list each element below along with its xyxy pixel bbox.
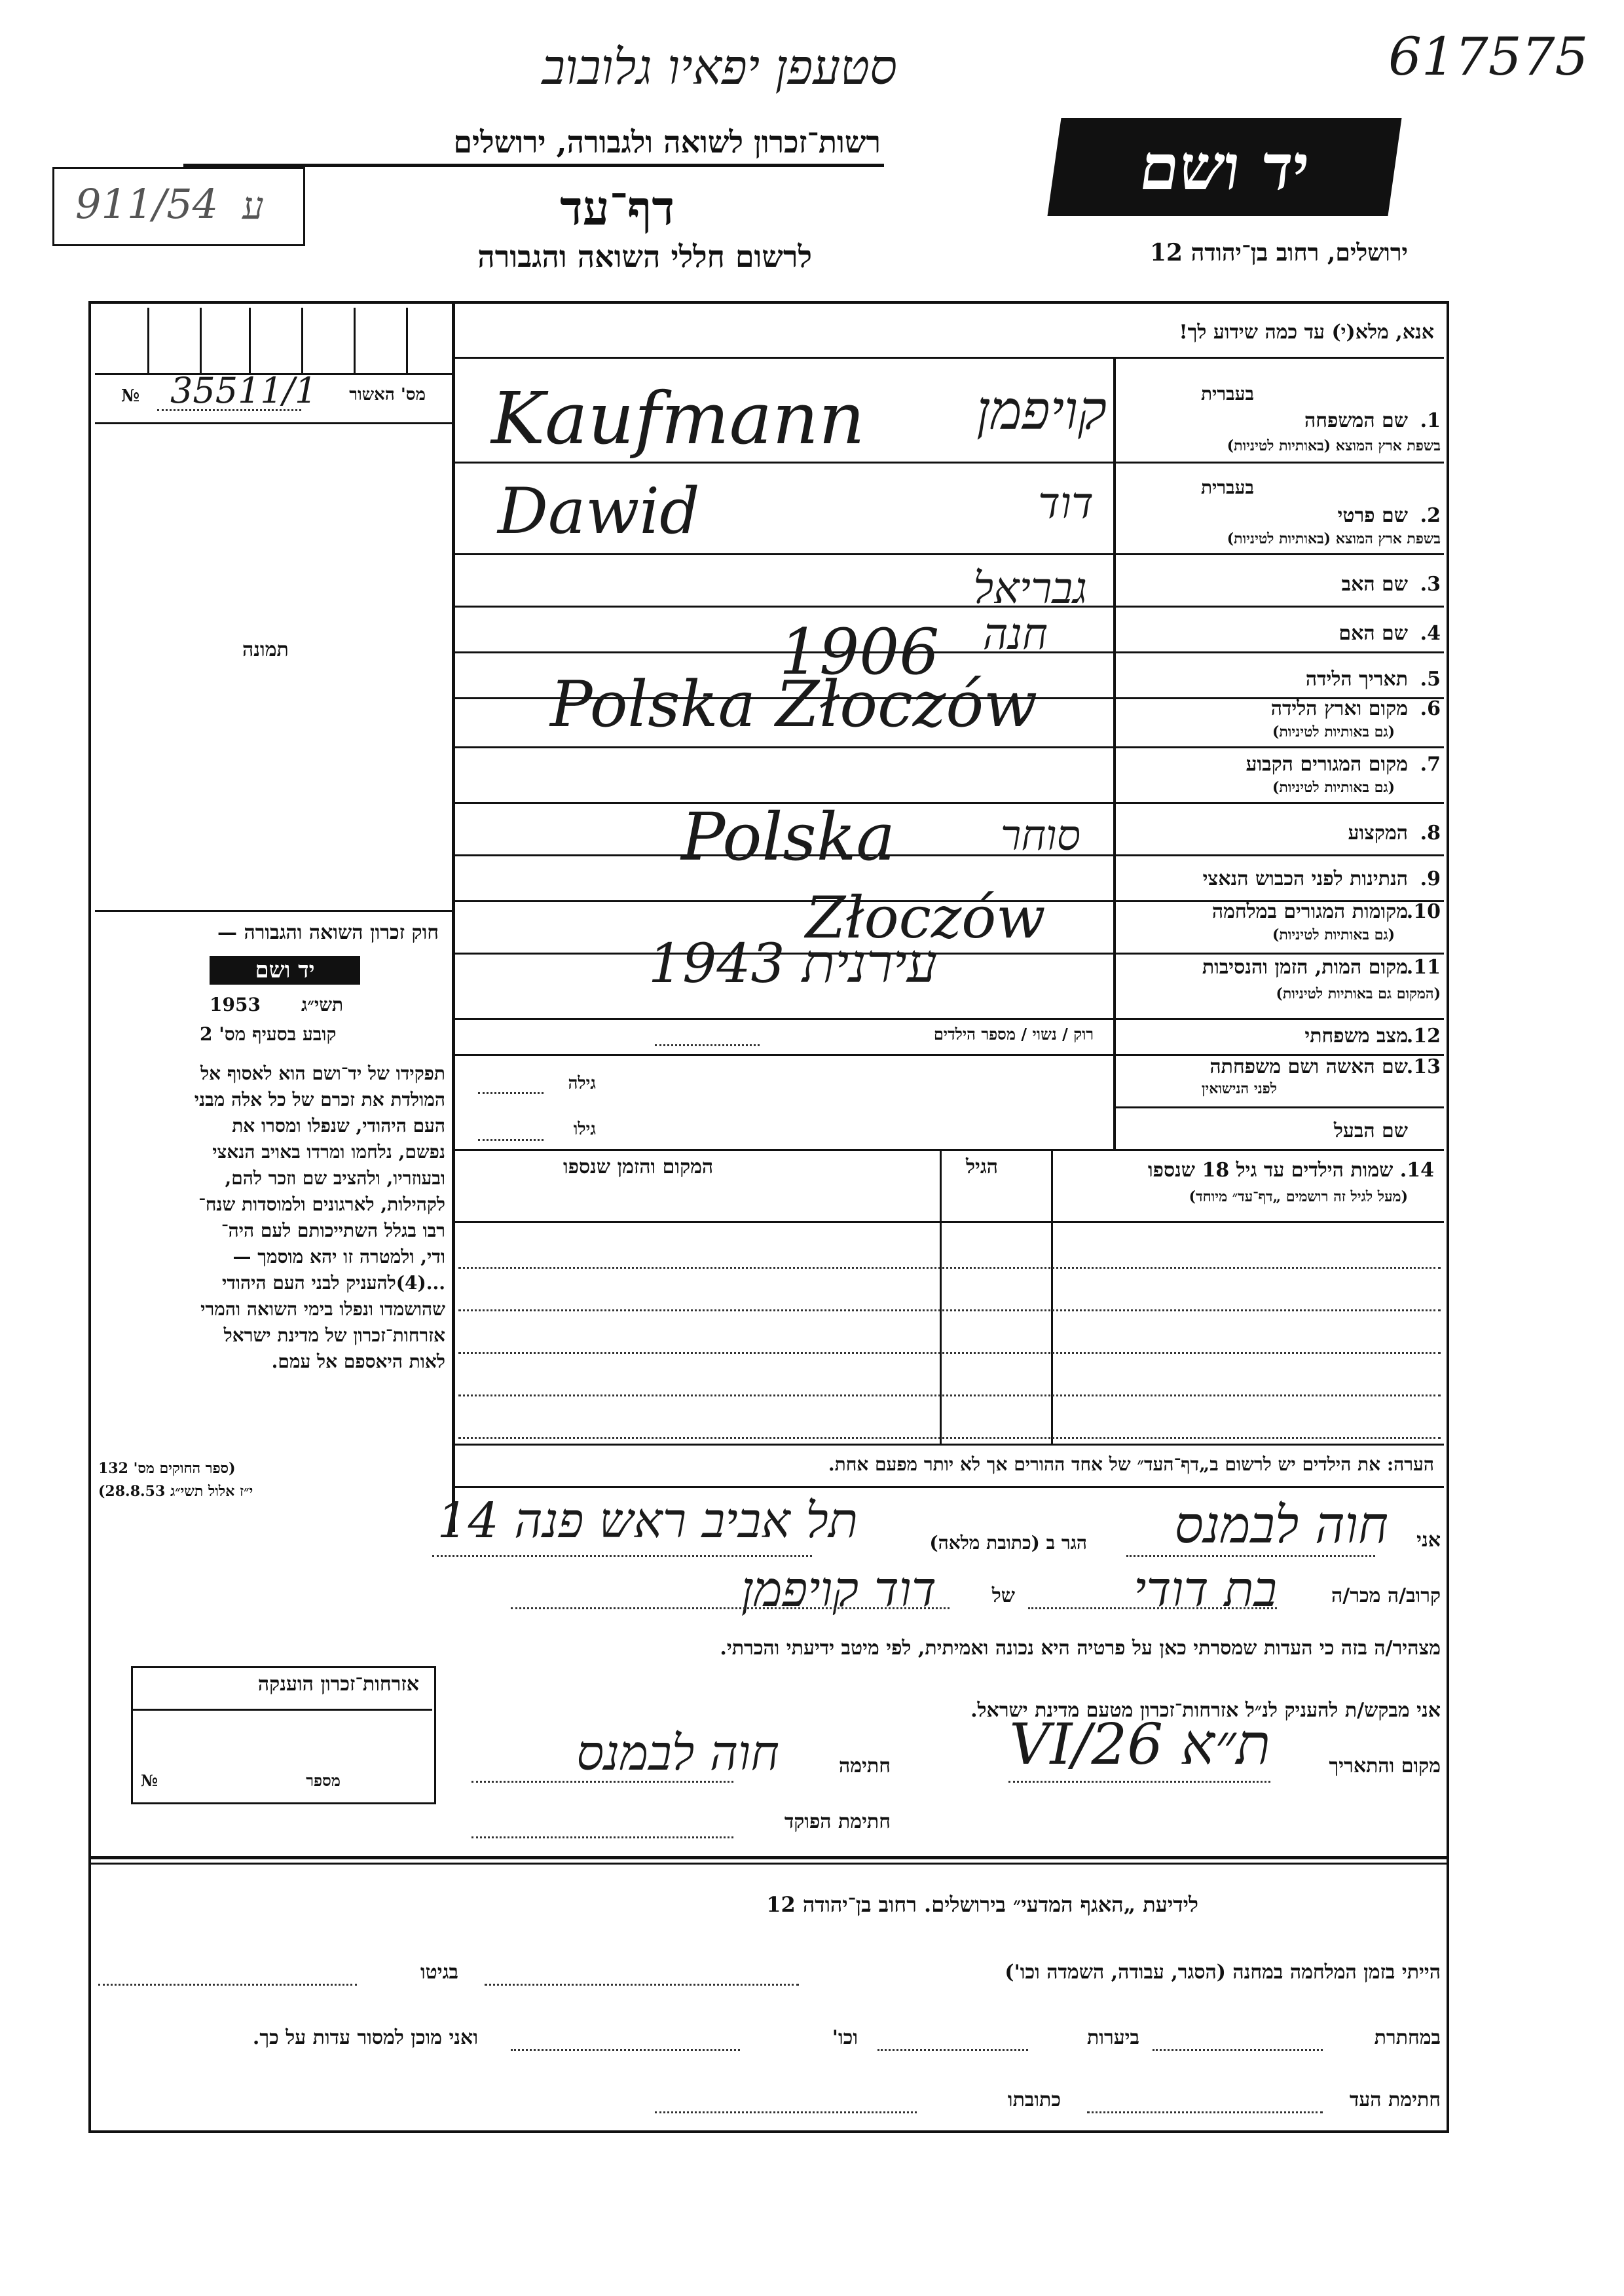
field-12-label: מצב משפחתי — [1304, 1025, 1408, 1048]
bottom-line2-c: וכו' — [832, 2026, 858, 2049]
row-line — [455, 854, 1444, 856]
bottom-line2-b: ביערות — [1086, 2026, 1139, 2049]
children-col-2 — [940, 1149, 942, 1444]
citizenship-box-no-mark: № — [141, 1771, 158, 1790]
marital-options: רוק / נשוי / מספר הילדים — [933, 1025, 1094, 1044]
field-5-label: תאריך הלידה — [1305, 668, 1408, 691]
hw-relation-of: דוד קויפמן — [741, 1561, 936, 1618]
field-10-num: 10. — [1406, 900, 1441, 923]
field-5-num: 5. — [1420, 668, 1441, 691]
marital-dotline — [655, 1044, 760, 1046]
decl-lives-at: הגר ב (כתובת מלאה) — [929, 1532, 1087, 1554]
hw-witness-address: תל אביב ראש פנה 14 — [437, 1493, 858, 1549]
tick — [249, 308, 251, 373]
hw-wartime-place: Złoczów — [805, 884, 1046, 951]
stamp-number: 911/54 — [75, 180, 219, 228]
bottom-divider-2 — [88, 1863, 1447, 1865]
children-row — [458, 1437, 1441, 1439]
bottom-line2-dot3 — [511, 2049, 740, 2051]
tick — [301, 308, 303, 373]
handwritten-names: סטעפן יפאיו גלובוב — [542, 39, 897, 96]
field-8-num: 8. — [1420, 822, 1441, 845]
hw-witness-name: חוה לבמנס — [1174, 1496, 1388, 1555]
bottom-line3-dot1 — [1087, 2111, 1323, 2113]
place-date-label: מקום והתאריך — [1329, 1755, 1441, 1777]
field-3-label: שם האב — [1341, 573, 1408, 596]
field-1-num: 1. — [1420, 409, 1441, 432]
field-9-num: 9. — [1420, 867, 1441, 890]
bottom-line1-b: בגיטו — [420, 1961, 458, 1984]
signature-label: חתימה — [839, 1755, 891, 1777]
corner-number: 617575 — [1388, 26, 1589, 87]
field-6-label: מקום וארץ הלידה — [1270, 697, 1408, 720]
hw-relation: בת דודי — [1133, 1561, 1277, 1618]
official-signature-label: חתימת הפוקד — [784, 1810, 891, 1833]
children-row — [458, 1309, 1441, 1311]
hw-place-date: ת״א 26/VI — [1009, 1712, 1270, 1777]
place-date-line — [1008, 1781, 1270, 1783]
signature-line — [471, 1781, 733, 1783]
tick — [147, 308, 149, 373]
row-line — [455, 953, 1444, 955]
field-13-note: לפני הנישואין — [1201, 1080, 1277, 1097]
hw-surname-hebrew: קויפמן — [976, 380, 1107, 442]
hw-nationality: Polska — [681, 799, 895, 875]
decl-name-line — [1126, 1555, 1375, 1557]
address: ירושלים, רחוב בן־יהודה 12 — [1149, 239, 1408, 266]
citizenship-box-divider — [133, 1709, 432, 1711]
field-6-note: (גם באותיות לטיניות) — [1272, 723, 1395, 740]
field-13-num: 13. — [1406, 1055, 1441, 1078]
field-2-note: בשפת ארץ המוצא (באותיות לטיניות) — [1227, 530, 1441, 547]
yad-vashem-logo: יד ושם — [1047, 118, 1401, 216]
form-title: דף־עד — [560, 180, 674, 236]
law-logo: יד ושם — [210, 956, 360, 985]
field-11-label: מקום המות, הזמן והנסיבות — [1202, 956, 1408, 979]
photo-label: תמונה — [242, 638, 289, 661]
children-label: 14. שמות הילדים עד גיל 18 שנספו — [1147, 1159, 1434, 1182]
field-9-label: הנתינות לפני הכבוש הנאצי — [1202, 867, 1408, 890]
bottom-line1-a: הייתי בזמן המלחמה במחנה (הסגר, עבודה, השמדה וכו') — [1005, 1961, 1441, 1984]
bottom-line3-a: חתימת העד — [1349, 2088, 1441, 2111]
law-year-hebrew: תשי״ג — [301, 994, 344, 1015]
law-body: תפקידו של יד־ושם הוא לאסוף אל המולדת את זכרם של כל אלה מבני העם היהודי, שנפלו ומסרו את נפשם, נלחמו ומרדו באויב הנאצי ובעוזריו, ולהציב שם וזכר להם, לקהילות, לארגונים ולמוסדות שנח־ רבו בגלל השתייכותם לעם היה־ ודי, ולמטרה זו יהא מוסמך — ...(4)להעניק לבני העם היהודי שהושמדו ונפלו בימי השואה והמרי אזרחות־זכרון של מדינת ישראל לאות היאספם אל עמם. — [194, 1063, 445, 1372]
bottom-line3-b: כתובתו — [1007, 2088, 1061, 2111]
bottom-line1-dot1 — [485, 1984, 799, 1986]
bottom-line3-dot2 — [655, 2111, 917, 2113]
remark-bottom — [455, 1486, 1444, 1488]
children-row — [458, 1352, 1441, 1354]
bottom-line2-a: במחתרת — [1374, 2026, 1441, 2049]
instruction-line — [455, 357, 1444, 359]
approval-no-mark: № — [121, 386, 140, 406]
remark: הערה: את הילדים יש לרשום ב„דף־העד״ של אחד ההורים אך לא יותר מפעם אחת. — [828, 1453, 1434, 1475]
field-10-note: (גם באותיות לטיניות) — [1272, 926, 1395, 943]
official-signature-line — [471, 1836, 733, 1838]
tick — [406, 308, 408, 373]
bottom-line2-dot1 — [1153, 2049, 1323, 2051]
row-line — [455, 746, 1444, 748]
bottom-line2-d: ואני מוכן למסור עדות על כך. — [252, 2026, 478, 2049]
hw-mother: חנה — [982, 609, 1048, 659]
field-8-label: המקצוע — [1348, 822, 1408, 845]
stamp-letter: ע — [242, 183, 264, 228]
bottom-line1-dot2 — [98, 1984, 357, 1986]
decl-statement: מצהיר/ה בזה כי העדות שמסרתי כאן על פרטיה היא נכונה ואמיתית, לפי מיטב ידיעתי והכרתי. — [720, 1637, 1441, 1660]
law-ref-1: (ספר החוקים מס' 132 — [98, 1460, 236, 1477]
children-row — [458, 1267, 1441, 1269]
field-2-num: 2. — [1420, 504, 1441, 527]
field-7-label: מקום המגורים הקבוע — [1246, 753, 1408, 776]
husband-divider — [1113, 1106, 1444, 1108]
field-4-num: 4. — [1420, 622, 1441, 645]
row-line — [455, 462, 1444, 464]
children-row — [458, 1394, 1441, 1396]
approval-label: מס' האשור — [349, 385, 426, 405]
field-13-label: שם האשה ושם משפחתה — [1209, 1055, 1408, 1078]
row-line — [455, 1018, 1444, 1020]
decl-address-line — [432, 1555, 812, 1557]
decl-relation-of-line — [511, 1607, 950, 1609]
field-6-num: 6. — [1420, 697, 1441, 720]
row-line — [455, 802, 1444, 804]
field-2-label: שם פרטי — [1337, 504, 1408, 527]
hw-birth-place: Polska Złoczów — [550, 668, 1038, 741]
hw-birth-year: 1906 — [779, 615, 940, 689]
field-12-num: 12. — [1406, 1025, 1441, 1048]
hw-signature: חוה לבמנס — [576, 1725, 779, 1781]
children-bottom — [455, 1444, 1444, 1446]
approval-dotline — [157, 409, 301, 411]
law-section: קובע בסעיף מס' 2 — [200, 1023, 337, 1045]
hw-profession: סוחר — [1000, 812, 1080, 860]
husband-age-dotline — [478, 1139, 544, 1141]
row-line — [455, 651, 1444, 653]
citizenship-box-title: אזרחות־זכרון הוענקה — [257, 1673, 419, 1696]
law-title: חוק זכרון השואה והגבורה — — [217, 921, 439, 944]
children-age-col: הגיל — [966, 1156, 999, 1178]
wife-age-dotline — [478, 1092, 544, 1094]
age-label-husband: גילו — [573, 1120, 596, 1139]
hw-surname-latin: Kaufmann — [491, 376, 865, 460]
row-line — [455, 553, 1444, 555]
hw-first-latin: Dawid — [498, 475, 700, 548]
approval-value: 35511/1 — [170, 370, 318, 411]
decl-relation-label: קרוב/ה מכר/ה — [1331, 1584, 1441, 1607]
field-7-num: 7. — [1420, 753, 1441, 776]
label-column-divider — [1113, 357, 1116, 1149]
org-name: רשות־זכרון לשואה ולגבורה, ירושלים — [453, 124, 881, 160]
field-7-note: (גם באותיות לטיניות) — [1272, 779, 1395, 796]
in-hebrew-2: בעברית — [1200, 477, 1254, 498]
hw-first-hebrew: דוד — [1037, 478, 1094, 528]
left-panel-divider — [452, 301, 455, 1532]
tick — [200, 308, 202, 373]
decl-relation-line — [1028, 1607, 1277, 1609]
row-line — [455, 606, 1444, 608]
tick — [354, 308, 356, 373]
children-col-1 — [1051, 1149, 1053, 1444]
bottom-line2-dot2 — [877, 2049, 1028, 2051]
children-note: (מעל לגיל זה רושמים „דף־עד״ מיוחד) — [1189, 1188, 1408, 1205]
field-3-num: 3. — [1420, 573, 1441, 596]
field-10-label: מקומות המגורים במלחמה — [1211, 900, 1408, 923]
decl-i: אני — [1416, 1529, 1441, 1552]
row-line — [455, 1149, 1444, 1151]
hw-death: 1943 עירנית — [648, 933, 938, 995]
field-11-note: (המקום גם באותיות לטיניות) — [1276, 985, 1441, 1002]
citizenship-box-number: מספר — [306, 1771, 341, 1790]
hw-father: גבריאל — [973, 563, 1087, 613]
form-subtitle: לרשום חללי השואה והגבורה — [477, 239, 812, 274]
bottom-divider — [88, 1856, 1447, 1859]
law-ref-2: י״ז אלול תשי״ג 28.8.53) — [98, 1483, 253, 1500]
field-11-num: 11. — [1406, 956, 1441, 979]
age-label-wife: גילה — [568, 1074, 596, 1093]
children-place-col: המקום והזמן שנספו — [563, 1156, 714, 1178]
decl-of-label: של — [991, 1584, 1015, 1607]
photo-box-bottom — [95, 910, 452, 912]
children-head-line — [455, 1221, 1444, 1223]
field-4-label: שם האם — [1338, 622, 1408, 645]
field-1-note: בשפת ארץ המוצא (באותיות לטיניות) — [1227, 437, 1441, 454]
approval-box-bottom — [95, 422, 452, 424]
husband-label: שם הבעל — [1333, 1120, 1408, 1142]
bottom-title: לידיעת „האגף המדעי״ בירושלים. רחוב בן־יהודה 12 — [766, 1892, 1198, 1917]
in-hebrew-1: בעברית — [1200, 383, 1254, 405]
decl-request: אני מבקש/ת להעניק לנ״ל אזרחות־זכרון מטעם מדינת ישראל. — [970, 1699, 1441, 1722]
instruction: אנא, מלא(י) עד כמה שידוע לך! — [1179, 321, 1434, 344]
field-1-label: שם המשפחה — [1304, 409, 1408, 432]
law-year: 1953 — [210, 994, 261, 1015]
